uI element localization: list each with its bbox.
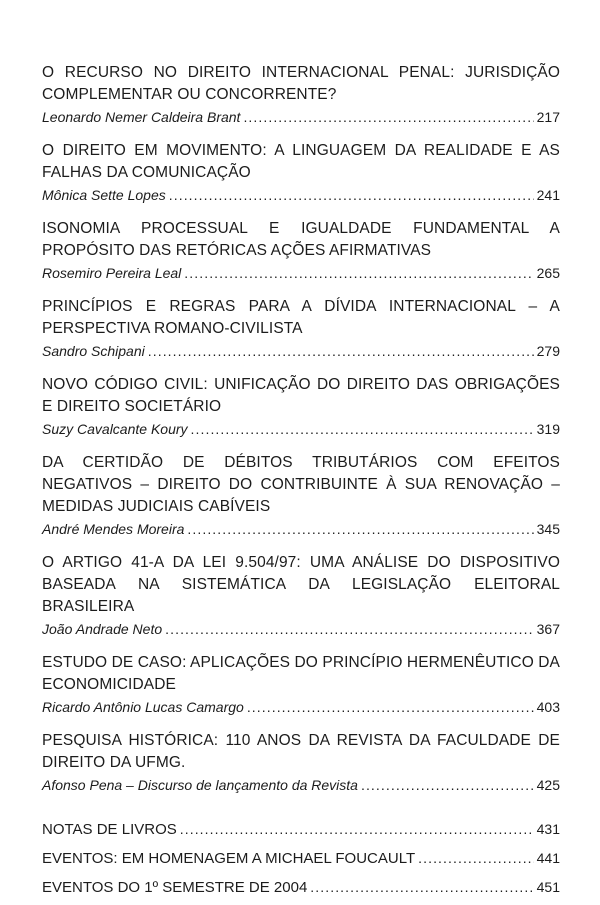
toc-entry[interactable]	[42, 374, 560, 440]
dot-leader	[180, 818, 534, 840]
author-line	[42, 774, 560, 796]
table-of-contents	[42, 62, 560, 905]
dot-leader	[187, 518, 533, 540]
author-line	[42, 184, 560, 206]
dot-leader	[184, 262, 533, 284]
page-number: 451	[536, 879, 560, 895]
article-title: PRINCÍPIOS E REGRAS PARA A DÍVIDA INTERNACIONAL – A PERSPECTIVA ROMANO-CIVILISTA	[42, 298, 560, 337]
dot-leader	[310, 876, 533, 898]
dot-leader	[169, 184, 534, 206]
toc-entry[interactable]	[42, 730, 560, 796]
author-line	[42, 418, 560, 440]
toc-section-entry[interactable]	[42, 818, 560, 841]
page-number: 425	[536, 777, 560, 793]
article-author: Sandro Schipani	[42, 343, 145, 359]
author-line	[42, 518, 560, 540]
article-title: DA CERTIDÃO DE DÉBITOS TRIBUTÁRIOS COM EFEITOS NEGATIVOS – DIREITO DO CONTRIBUINTE À SUA RENOVAÇÃO – MEDIDAS JUDICIAIS CABÍVEIS	[42, 454, 560, 515]
page-number: 217	[536, 109, 560, 125]
author-line	[42, 106, 560, 128]
section-label: EVENTOS: EM HOMENAGEM A MICHAEL FOUCAULT	[42, 850, 416, 867]
article-author: Suzy Cavalcante Koury	[42, 421, 188, 437]
dot-leader	[418, 847, 534, 869]
article-author: Leonardo Nemer Caldeira Brant	[42, 109, 241, 125]
section-line	[42, 876, 560, 899]
author-line	[42, 618, 560, 640]
article-title: O ARTIGO 41-A DA LEI 9.504/97: UMA ANÁLISE DO DISPOSITIVO BASEADA NA SISTEMÁTICA DA LEGISLAÇÃO ELEITORAL BRASILEIRA	[42, 554, 560, 615]
toc-entry[interactable]	[42, 652, 560, 718]
article-title: O RECURSO NO DIREITO INTERNACIONAL PENAL: JURISDIÇÃO COMPLEMENTAR OU CONCORRENTE?	[42, 64, 560, 103]
article-author: Ricardo Antônio Lucas Camargo	[42, 699, 244, 715]
article-title: ESTUDO DE CASO: APLICAÇÕES DO PRINCÍPIO HERMENÊUTICO DA ECONOMICIDADE	[42, 654, 560, 693]
page-number: 367	[536, 621, 560, 637]
page-number: 265	[536, 265, 560, 281]
dot-leader	[361, 774, 534, 796]
page-number: 319	[536, 421, 560, 437]
toc-entry[interactable]	[42, 296, 560, 362]
toc-section-entry[interactable]	[42, 876, 560, 899]
toc-entry[interactable]	[42, 140, 560, 206]
toc-entry[interactable]	[42, 552, 560, 640]
article-title: PESQUISA HISTÓRICA: 110 ANOS DA REVISTA DA FACULDADE DE DIREITO DA UFMG.	[42, 732, 560, 771]
page-number: 441	[536, 850, 560, 866]
page-number: 431	[536, 821, 560, 837]
toc-entry[interactable]	[42, 218, 560, 284]
toc-entry[interactable]	[42, 62, 560, 128]
article-author: André Mendes Moreira	[42, 521, 185, 537]
author-line	[42, 340, 560, 362]
section-label: NOTAS DE LIVROS	[42, 821, 177, 838]
article-author: Mônica Sette Lopes	[42, 187, 166, 203]
toc-section-entry[interactable]	[42, 847, 560, 870]
dot-leader	[191, 418, 534, 440]
toc-entry[interactable]	[42, 452, 560, 540]
spacer	[42, 808, 560, 818]
page-number: 345	[536, 521, 560, 537]
article-author: Afonso Pena – Discurso de lançamento da Revista	[42, 777, 358, 793]
dot-leader	[148, 340, 534, 362]
section-line	[42, 847, 560, 870]
article-title: O DIREITO EM MOVIMENTO: A LINGUAGEM DA REALIDADE E AS FALHAS DA COMUNICAÇÃO	[42, 142, 560, 181]
article-title: ISONOMIA PROCESSUAL E IGUALDADE FUNDAMENTAL A PROPÓSITO DAS RETÓRICAS AÇÕES AFIRMATIVAS	[42, 220, 560, 259]
section-line	[42, 818, 560, 841]
article-author: João Andrade Neto	[42, 621, 163, 637]
page-number: 279	[536, 343, 560, 359]
dot-leader	[243, 106, 533, 128]
article-title: NOVO CÓDIGO CIVIL: UNIFICAÇÃO DO DIREITO DAS OBRIGAÇÕES E DIREITO SOCIETÁRIO	[42, 376, 560, 415]
article-author: Rosemiro Pereira Leal	[42, 265, 182, 281]
dot-leader	[165, 618, 534, 640]
page-number: 241	[536, 187, 560, 203]
author-line	[42, 262, 560, 284]
dot-leader	[247, 696, 534, 718]
page-number: 403	[536, 699, 560, 715]
author-line	[42, 696, 560, 718]
section-label: EVENTOS DO 1º SEMESTRE DE 2004	[42, 879, 308, 896]
